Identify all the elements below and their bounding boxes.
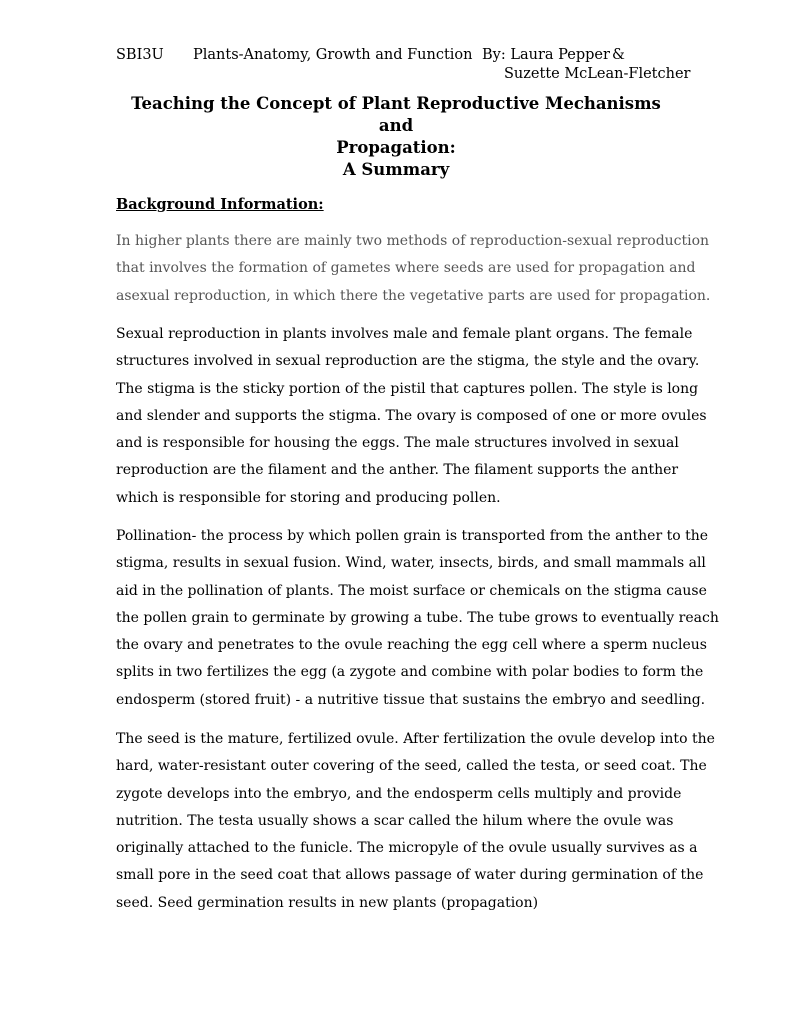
text-line: hard, water-resistant outer covering of the seed, called the testa, or seed coat. The [116,758,707,775]
text-line: reproduction are the filament and the anther. The filament supports the anther [116,462,679,479]
paragraph-seed [116,726,715,917]
text-line: zygote develops into the embryo, and the endosperm cells multiply and provide [116,785,682,802]
text-line: that involves the formation of gametes where seeds are used for propagation and [116,260,696,277]
text-line: In higher plants there are mainly two methods of reproduction-sexual reproduction [116,233,710,249]
text-line: stigma, results in sexual fusion. Wind, water, insects, birds, and small mammals all [116,555,706,572]
paragraph-intro [116,228,711,310]
text-line: which is responsible for storing and producing pollen. [116,489,501,506]
text-line: Sexual reproduction in plants involves male and female plant organs. The female [116,326,693,342]
course-code: SBI3U [116,47,164,63]
text-line: The stigma is the sticky portion of the pistil that captures pollen. The style is long [116,380,699,397]
text-line: Pollination- the process by which pollen grain is transported from the anther to the [116,528,709,544]
title-line: Teaching the Concept of Plant Reproductive Mechanisms and [131,94,661,135]
text-line: endosperm (stored fruit) - a nutritive tissue that sustains the embryo and seedling. [116,691,706,708]
author-byline: By: Laura Pepper [482,47,610,63]
text-line: asexual reproduction, in which there the vegetative parts are used for propagation. [116,287,711,304]
text-line: and is responsible for housing the eggs. The male structures involved in sexual [116,435,679,452]
author-ampersand: & [612,47,625,63]
text-line: splits in two fertilizes the egg (a zygote and combine with polar bodies to form the [116,664,704,681]
title-line: Propagation: [336,138,456,157]
second-author: Suzette McLean-Fletcher [504,66,691,82]
text-line: aid in the pollination of plants. The moist surface or chemicals on the stigma cause [116,582,707,599]
text-line: small pore in the seed coat that allows passage of water during germination of the [116,867,704,884]
text-line: originally attached to the funicle. The micropyle of the ovule usually survives as a [116,840,698,857]
text-line: the pollen grain to germinate by growing a tube. The tube grows to eventually reach [116,609,719,626]
text-line: The seed is the mature, fertilized ovule. After fertilization the ovule develop into the [116,731,715,747]
text-line: structures involved in sexual reproduction are the stigma, the style and the ovary. [116,353,700,370]
unit-title: Plants-Anatomy, Growth and Function [193,47,473,63]
paragraph-pollination [116,523,719,714]
text-line: and slender and supports the stigma. The ovary is composed of one or more ovules [116,407,707,424]
paragraph-sexual-reproduction [116,321,707,512]
text-line: nutrition. The testa usually shows a scar called the hilum where the ovule was [116,812,674,829]
section-heading: Background Information: [116,196,324,213]
text-line: seed. Seed germination results in new plants (propagation) [116,894,539,911]
document-title [116,93,676,181]
text-line: the ovary and penetrates to the ovule reaching the egg cell where a sperm nucleus [116,637,707,654]
title-line: A Summary [342,160,450,179]
